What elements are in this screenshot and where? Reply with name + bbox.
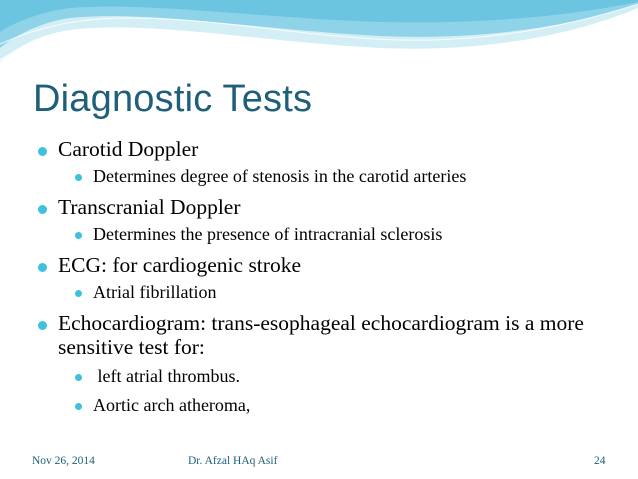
bullet-icon	[38, 147, 47, 156]
footer-date: Nov 26, 2014	[32, 455, 95, 467]
footer-author: Dr. Afzal HAq Asif	[188, 455, 278, 467]
bullet-icon	[75, 374, 82, 381]
sub-bullet-item	[36, 224, 616, 253]
bullet-item	[36, 195, 616, 224]
sub-bullet-item	[36, 166, 616, 195]
bullet-list	[36, 137, 616, 424]
bullet-text: Aortic arch atheroma,	[93, 395, 251, 415]
sub-bullet-item	[36, 282, 616, 311]
footer-page-number: 24	[594, 455, 606, 467]
bullet-text: Determines the presence of intracranial sclerosis	[93, 224, 443, 244]
bullet-text: Determines degree of stenosis in the carotid arteries	[93, 166, 467, 186]
bullet-text: Echocardiogram: trans-esophageal echocardiogram is a more sensitive test for:	[58, 311, 584, 359]
bullet-icon	[75, 403, 82, 410]
bullet-text: left atrial thrombus.	[93, 366, 240, 386]
slide-title: Diagnostic Tests	[33, 78, 313, 120]
bullet-item	[36, 311, 606, 366]
bullet-item	[36, 137, 616, 166]
bullet-icon	[75, 174, 82, 181]
sub-bullet-item	[36, 395, 616, 424]
sub-bullet-item	[36, 366, 616, 395]
bullet-text: ECG: for cardiogenic stroke	[58, 253, 301, 277]
bullet-icon	[75, 232, 82, 239]
bullet-icon	[38, 205, 47, 214]
bullet-icon	[75, 290, 82, 297]
bullet-text: Transcranial Doppler	[58, 195, 241, 219]
bullet-icon	[38, 263, 47, 272]
bullet-icon	[38, 321, 47, 330]
header-wave-decoration	[0, 0, 638, 90]
bullet-text: Atrial fibrillation	[93, 282, 217, 302]
bullet-text: Carotid Doppler	[58, 137, 199, 161]
bullet-item	[36, 253, 616, 282]
